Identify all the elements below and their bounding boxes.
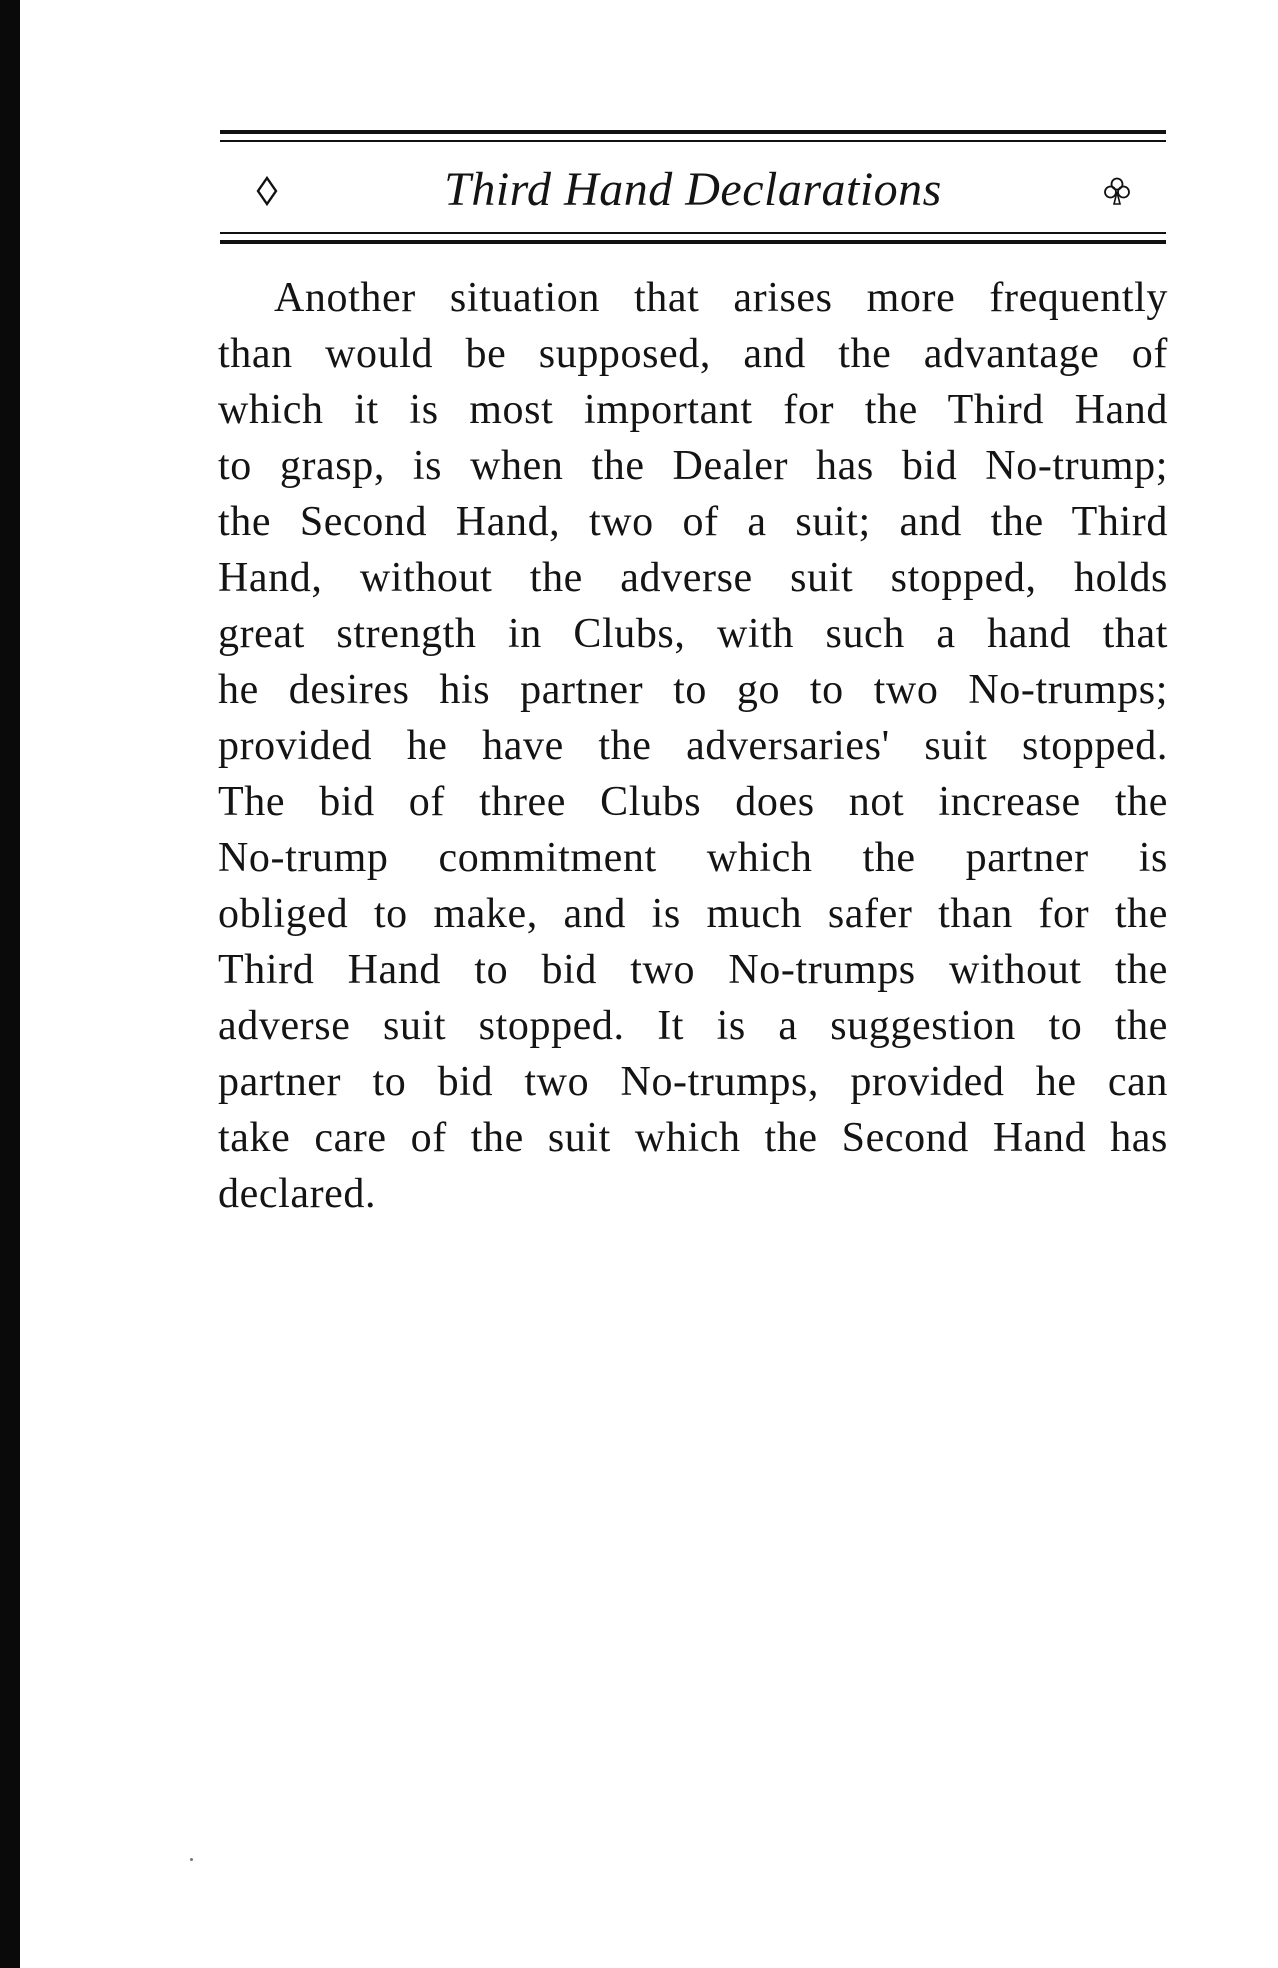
text-line: take care of the suit which the Second Hand has [218, 1115, 1168, 1161]
running-head-row [220, 150, 1166, 228]
text-line: provided he have the adversaries' suit stopped. [218, 723, 1168, 769]
text-line: Hand, without the adverse suit stopped, holds [218, 555, 1168, 601]
text-line: Another situation that arises more frequently [274, 275, 1168, 321]
text-line: to grasp, is when the Dealer has bid No-trump; [218, 443, 1168, 489]
scan-speck [190, 1858, 193, 1861]
text-line: partner to bid two No-trumps, provided he can [218, 1059, 1168, 1105]
text-line: adverse suit stopped. It is a suggestion to the [218, 1003, 1168, 1049]
club-icon [1104, 176, 1130, 206]
text-line: the Second Hand, two of a suit; and the Third [218, 499, 1168, 545]
text-line: obliged to make, and is much safer than for the [218, 891, 1168, 937]
text-line: which it is most important for the Third Hand [218, 387, 1168, 433]
text-line: Third Hand to bid two No-trumps without the [218, 947, 1168, 993]
text-line: The bid of three Clubs does not increase the [218, 779, 1168, 825]
text-line: No-trump commitment which the partner is [218, 835, 1168, 881]
header-rule-top [220, 130, 1166, 134]
page-binding-edge [0, 0, 20, 1968]
text-line: great strength in Clubs, with such a hand that [218, 611, 1168, 657]
header-rule-top-thin [220, 140, 1166, 142]
running-head [220, 130, 1166, 254]
body-paragraph [218, 270, 1168, 1222]
header-rule-bottom [220, 240, 1166, 244]
header-rule-bottom-thin [220, 232, 1166, 234]
running-head-title: Third Hand Declarations [444, 163, 942, 216]
text-line: he desires his partner to go to two No-trumps; [218, 667, 1168, 713]
text-line: declared. [218, 1171, 377, 1217]
text-line: than would be supposed, and the advantage of [218, 331, 1168, 377]
